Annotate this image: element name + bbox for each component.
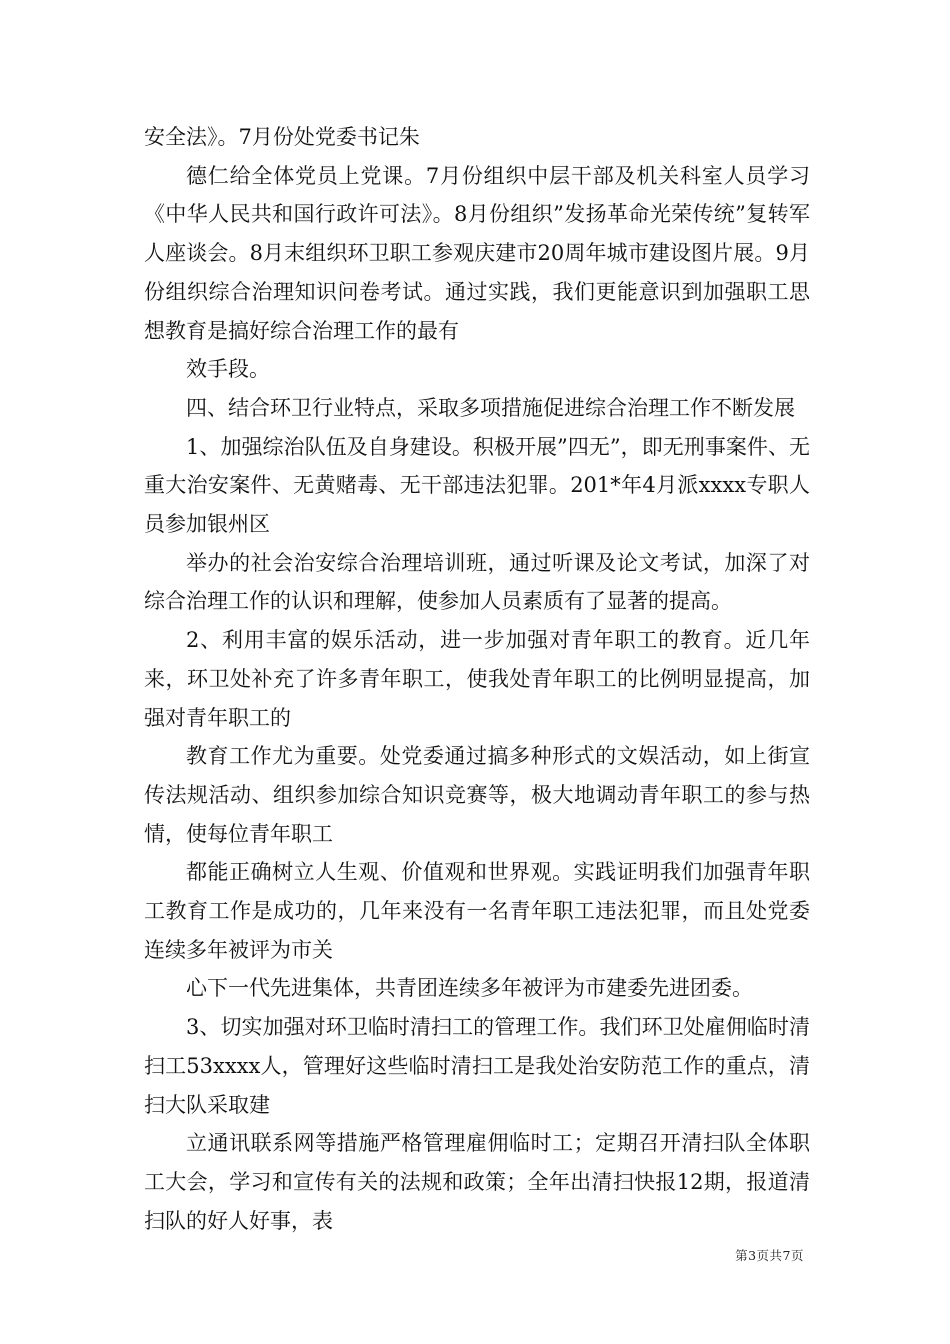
paragraph-1: 安全法》。7月份处党委书记朱 bbox=[144, 125, 420, 149]
page-number: 第3页共7页 bbox=[735, 1248, 804, 1263]
paragraph-6: 举办的社会治安综合治理培训班，通过听课及论文考试，加深了对综合治理工作的认识和理解，使参加人员素质有了显著的提高。 bbox=[144, 550, 810, 614]
paragraph-7: 2、利用丰富的娱乐活动，进一步加强对青年职工的教育。近几年来，环卫处补充了许多青年职工，使我处青年职工的比例明显提高，加强对青年职工的 bbox=[144, 628, 810, 730]
section-heading-4: 四、结合环卫行业特点，采取多项措施促进综合治理工作不断发展 bbox=[186, 395, 795, 420]
paragraph-11: 3、切实加强对环卫临时清扫工的管理工作。我们环卫处雇佣临时清扫工53xxxx人，管理好这些临时清扫工是我处治安防范工作的重点，清扫大队采取建 bbox=[144, 1015, 810, 1117]
paragraph-5: 1、加强综治队伍及自身建设。积极开展”四无”，即无刑事案件、无重大治安案件、无黄赌毒、无干部违法犯罪。201*年4月派xxxx专职人员参加银州区 bbox=[144, 434, 810, 537]
paragraph-3: 效手段。 bbox=[186, 357, 270, 382]
paragraph-10: 心下一代先进集体，共青团连续多年被评为市建委先进团委。 bbox=[186, 976, 753, 1001]
paragraph-12: 立通讯联系网等措施严格管理雇佣临时工；定期召开清扫队全体职工大会，学习和宣传有关的法规和政策；全年出清扫快报12期，报道清扫队的好人好事，表 bbox=[144, 1131, 810, 1233]
paragraph-2: 德仁给全体党员上党课。7月份组织中层干部及机关科室人员学习《中华人民共和国行政许可法》。8月份组织”发扬革命光荣传统”复转军人座谈会。8月末组织环卫职工参观庆建市20周年城市建设图片展。9月份组织综合治理知识问卷考试。通过实践，我们更能意识到加强职工思想教育是搞好综合治理工作的最有 bbox=[144, 163, 810, 343]
paragraph-8: 教育工作尤为重要。处党委通过搞多种形式的文娱活动，如上街宣传法规活动、组织参加综合知识竞赛等，极大地调动青年职工的参与热情，使每位青年职工 bbox=[144, 744, 810, 846]
document-body bbox=[144, 118, 810, 1240]
paragraph-9: 都能正确树立人生观、价值观和世界观。实践证明我们加强青年职工教育工作是成功的，几年来没有一名青年职工违法犯罪，而且处党委连续多年被评为市关 bbox=[144, 860, 810, 962]
